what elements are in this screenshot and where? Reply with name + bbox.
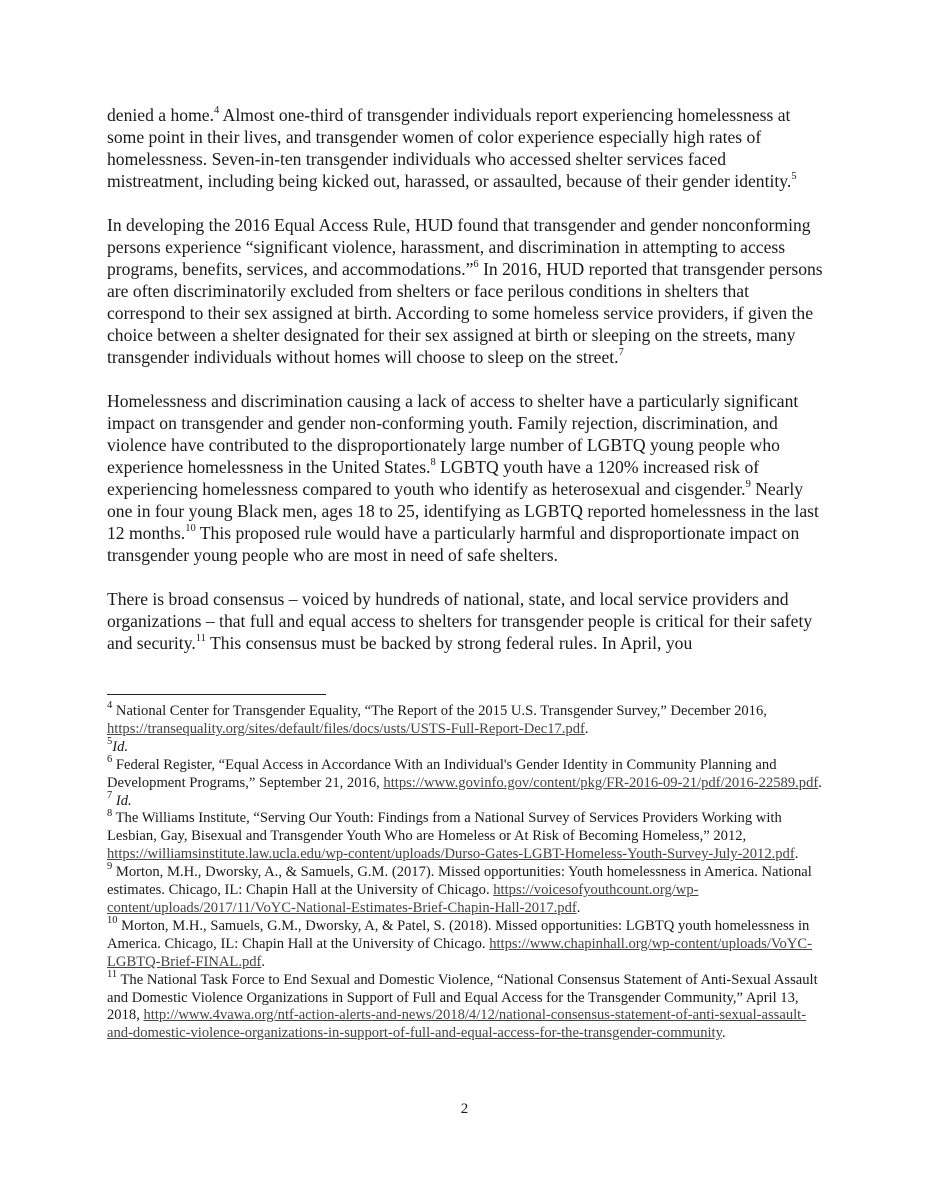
text-run: . bbox=[794, 846, 799, 863]
footnote-number: 9 bbox=[107, 861, 113, 873]
body-paragraph bbox=[107, 390, 825, 566]
text-run: Almost one-third of transgender individuals report experiencing homelessness at some point in their lives, and transgender women of color experience especially high rates of homelessness. Seven-in-ten transgender individuals who accessed shelter services faced mistreatment, including being kicked out, harassed, or assaulted, because of their gender identity. bbox=[107, 105, 792, 191]
footnote bbox=[107, 789, 829, 811]
text-run: The Williams Institute, “Serving Our Youth: Findings from a National Survey of Services Providers Working with Lesbian, Gay, Bisexual and Transgender Youth Who are Homeless or At Risk of Becoming Homeless,” 2012, bbox=[107, 810, 782, 845]
footnote bbox=[107, 700, 829, 739]
citation-link[interactable]: https://voicesofyouthcount.org/wp-content/uploads/2017/11/VoYC-National-Estimates-Brief-Chapin-Hall-2017.pdf bbox=[107, 882, 699, 916]
body-text bbox=[107, 104, 825, 676]
footnote-ref[interactable]: 7 bbox=[618, 347, 624, 359]
footnote bbox=[107, 753, 829, 793]
footnote-ref[interactable]: 10 bbox=[185, 523, 196, 535]
footnote-number: 4 bbox=[107, 700, 113, 712]
text-run: This consensus must be backed by strong federal rules. In April, you bbox=[205, 633, 693, 653]
citation-link[interactable]: https://transequality.org/sites/default/files/docs/usts/USTS-Full-Report-Dec17.pdf bbox=[107, 720, 585, 737]
text-run: . bbox=[721, 1025, 726, 1042]
text-run: In developing the 2016 Equal Access Rule, HUD found that transgender and gender nonconforming persons experience “significant violence, harassment, and discrimination in attempting to access programs, benefits, services, and accommodations.” bbox=[107, 215, 811, 279]
citation-link[interactable]: https://williamsinstitute.law.ucla.edu/wp-content/uploads/Durso-Gates-LGBT-Homeless-Youth-Survey-July-2012.pdf bbox=[107, 846, 795, 863]
ibid-citation: Id. bbox=[112, 738, 129, 755]
text-run: National Center for Transgender Equality, “The Report of the 2015 U.S. Transgender Survey,” December 2016, bbox=[112, 703, 767, 719]
footnote bbox=[107, 735, 829, 757]
page-number: 2 bbox=[460, 1101, 469, 1117]
text-run: Homelessness and discrimination causing a lack of access to shelter have a particularly significant impact on transgender and gender non-conforming youth. Family rejection, discrimination, and violence have contributed to the disproportionately large number of LGBTQ young people who experience homelessness in the United States. bbox=[107, 391, 799, 477]
text-run: . bbox=[576, 899, 581, 916]
footnote-ref[interactable]: 5 bbox=[791, 171, 797, 183]
text-run: . bbox=[818, 774, 822, 791]
footnotes bbox=[107, 700, 829, 1043]
text-run: The National Task Force to End Sexual and Domestic Violence, “National Consensus Statement of Anti-Sexual Assault and Domestic Violence Organizations in Support of Full and Equal Access for the Transgender Community,” April 13, 2018, bbox=[107, 971, 818, 1024]
text-run: This proposed rule would have a particularly harmful and disproportionate impact on transgender young people who are most in need of safe shelters. bbox=[107, 523, 800, 565]
citation-link[interactable]: https://www.govinfo.gov/content/pkg/FR-2016-09-21/pdf/2016-22589.pdf bbox=[383, 774, 819, 791]
footnote bbox=[107, 861, 829, 918]
text-run: Morton, M.H., Samuels, G.M., Dworsky, A, & Patel, S. (2018). Missed opportunities: LGBTQ youth homelessness in America. Chicago, IL: Chapin Hall at the University of Chicago. bbox=[107, 917, 810, 952]
footnote-number: 10 bbox=[107, 915, 118, 927]
text-run: . bbox=[584, 720, 589, 737]
text-run: Morton, M.H., Dworsky, A., & Samuels, G.M. (2017). Missed opportunities: Youth homelessness in America. National estimates. Chicago, IL: Chapin Hall at the University of Chicago. bbox=[107, 864, 812, 899]
footnote-separator bbox=[107, 694, 326, 695]
text-run: denied a home. bbox=[107, 105, 214, 125]
text-run: In 2016, HUD reported that transgender persons are often discriminatorily excluded from shelters or face perilous conditions in shelters that correspond to their sex assigned at birth. According to some homeless service providers, if given the choice between a shelter designated for their sex assigned at birth or sleeping on the streets, many transgender individuals without homes will choose to sleep on the street. bbox=[107, 259, 823, 367]
text-run: Federal Register, “Equal Access in Accordance With an Individual's Gender Identity in Community Planning and Development Programs,” September 21, 2016, bbox=[107, 756, 777, 791]
body-paragraph bbox=[107, 588, 825, 654]
footnote bbox=[107, 807, 829, 864]
body-paragraph bbox=[107, 104, 825, 192]
footnote-ref[interactable]: 6 bbox=[473, 259, 479, 271]
footnote-ref[interactable]: 9 bbox=[745, 479, 751, 491]
citation-link[interactable]: https://www.chapinhall.org/wp-content/uploads/VoYC-LGBTQ-Brief-FINAL.pdf bbox=[107, 935, 812, 970]
text-run: . bbox=[261, 953, 266, 970]
footnote-ref[interactable]: 11 bbox=[195, 633, 206, 645]
body-paragraph bbox=[107, 214, 825, 368]
footnote-number: 6 bbox=[107, 753, 113, 765]
text-run: There is broad consensus – voiced by hundreds of national, state, and local service providers and organizations – that full and equal access to shelters for transgender people is critical for their safety and security. bbox=[107, 589, 813, 653]
footnote-ref[interactable]: 8 bbox=[430, 457, 436, 469]
footnote-number: 7 bbox=[107, 789, 113, 801]
ibid-citation: Id. bbox=[112, 792, 132, 809]
citation-link[interactable]: http://www.4vawa.org/ntf-action-alerts-and-news/2018/4/12/national-consensus-statement-of-anti-sexual-assault-and-domestic-violence-organizations-in-support-of-full-and-equal-access-for-the-transgender-community bbox=[107, 1007, 807, 1042]
footnote-number: 5 bbox=[107, 735, 113, 747]
footnote-number: 8 bbox=[107, 807, 113, 819]
text-run: Nearly one in four young Black men, ages 18 to 25, identifying as LGBTQ reported homelessness in the last 12 months. bbox=[107, 479, 819, 543]
footnote-number: 11 bbox=[107, 968, 118, 980]
footnote bbox=[107, 968, 829, 1044]
footnote-ref[interactable]: 4 bbox=[214, 105, 220, 117]
text-run: LGBTQ youth have a 120% increased risk of experiencing homelessness compared to youth who identify as heterosexual and cisgender. bbox=[107, 457, 760, 499]
footnote bbox=[107, 915, 829, 972]
